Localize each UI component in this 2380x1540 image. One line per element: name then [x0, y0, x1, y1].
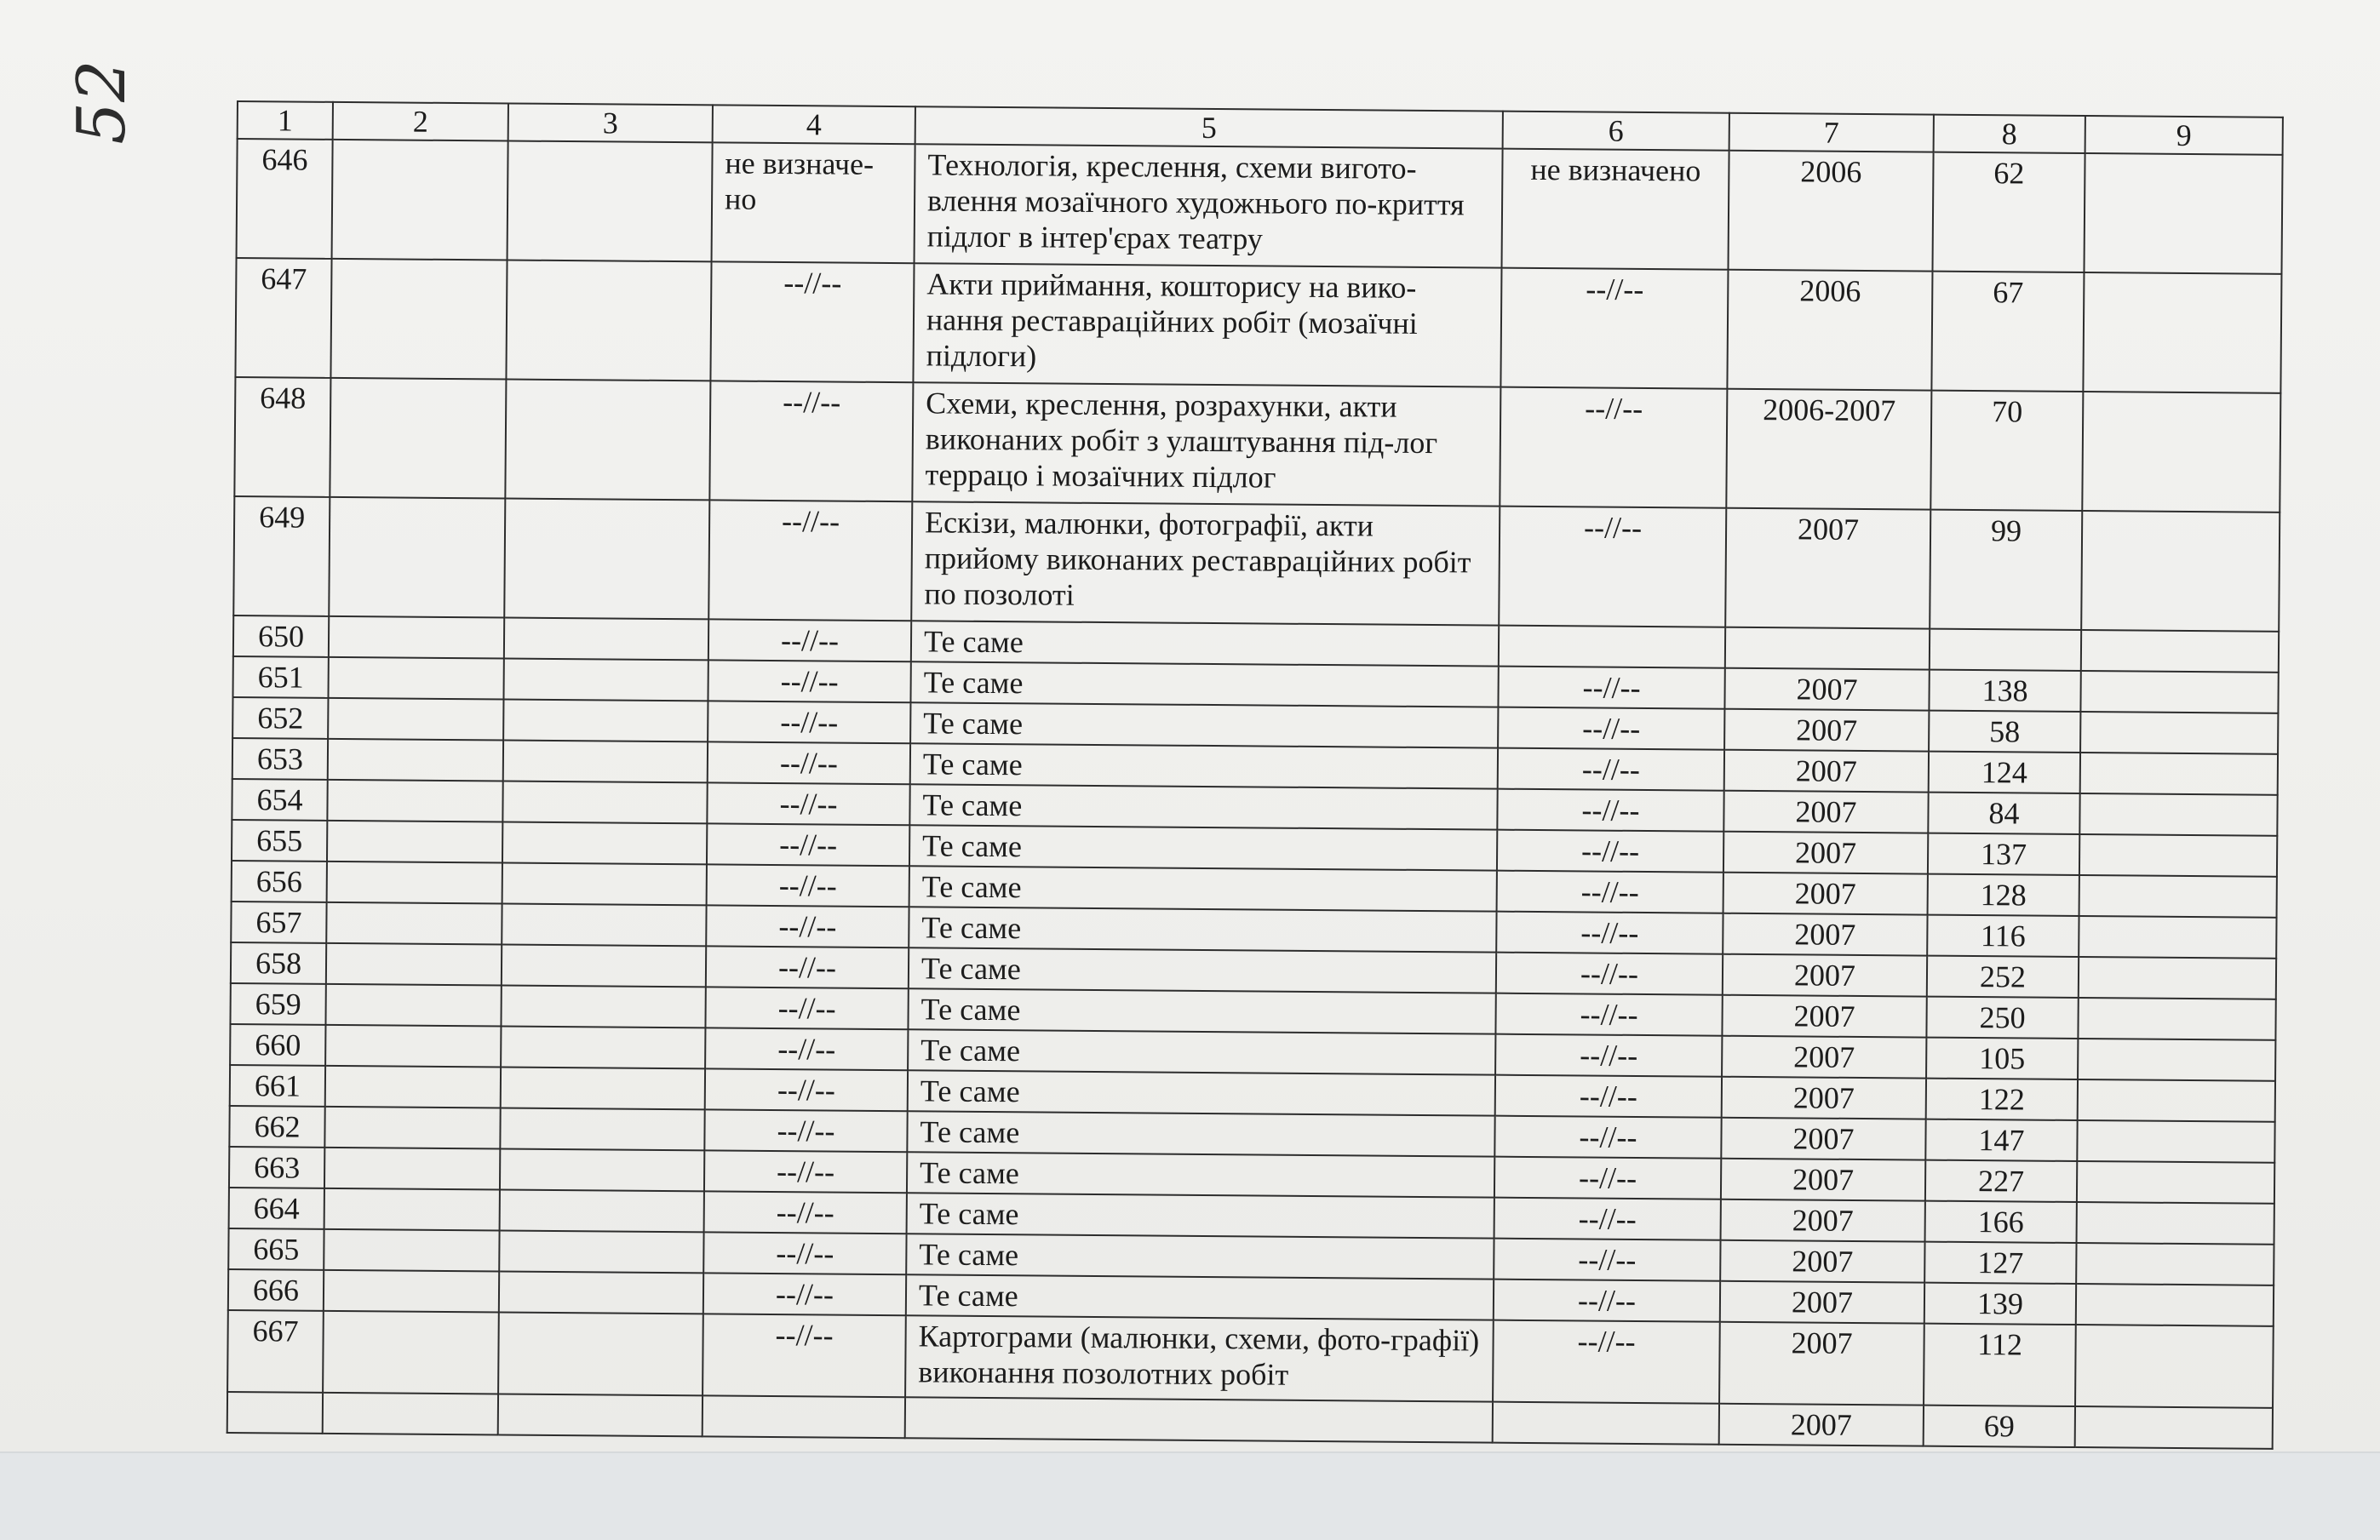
- cell-col-1: 648: [234, 377, 330, 497]
- cell-col-1: 652: [232, 697, 328, 739]
- cell-col-9: [2081, 511, 2280, 632]
- cell-col-8: 166: [1925, 1201, 2077, 1243]
- cell-col-4: [703, 1395, 905, 1438]
- cell-col-2: [332, 140, 508, 260]
- cell-col-7: 2007: [1722, 1077, 1926, 1119]
- cell-col-1: 653: [232, 738, 328, 780]
- cell-col-2: [328, 657, 503, 700]
- cell-col-6: --//--: [1495, 1034, 1722, 1077]
- page-number: 52: [64, 60, 141, 145]
- cell-col-9: [2077, 1120, 2274, 1163]
- cell-col-7: 2006: [1728, 151, 1933, 272]
- cell-col-1: [227, 1392, 323, 1434]
- cell-col-7: 2007: [1723, 832, 1928, 874]
- cell-col-5: Те саме: [909, 825, 1497, 870]
- cell-col-5: Те саме: [909, 947, 1496, 993]
- cell-col-9: [2080, 671, 2278, 713]
- cell-col-8: 69: [1924, 1405, 2075, 1447]
- cell-col-4: --//--: [707, 782, 909, 825]
- cell-col-4: --//--: [707, 823, 909, 866]
- cell-col-2: [328, 739, 503, 781]
- cell-col-1: 656: [232, 861, 327, 902]
- cell-col-9: [2083, 272, 2281, 393]
- header-cell: 4: [713, 105, 915, 144]
- cell-col-9: [2075, 1406, 2273, 1449]
- cell-col-3: [502, 944, 706, 987]
- cell-col-8: 105: [1926, 1038, 2078, 1079]
- cell-col-1: 650: [233, 615, 329, 657]
- cell-col-3: [502, 822, 707, 864]
- cell-col-8: 70: [1930, 391, 2083, 511]
- cell-col-2: [325, 984, 501, 1027]
- cell-col-8: 67: [1931, 272, 2084, 392]
- cell-col-4: --//--: [708, 741, 910, 784]
- cell-col-5: Те саме: [911, 621, 1499, 666]
- cell-col-8: 124: [1929, 752, 2080, 793]
- cell-col-3: [502, 903, 706, 946]
- cell-col-1: 655: [232, 820, 327, 862]
- cell-col-3: [501, 1026, 705, 1068]
- cell-col-2: [327, 780, 502, 822]
- cell-col-4: --//--: [707, 864, 909, 907]
- cell-col-8: 147: [1925, 1119, 2077, 1161]
- cell-col-8: 137: [1928, 833, 2079, 875]
- cell-col-9: [2075, 1325, 2274, 1408]
- cell-col-7: 2007: [1723, 873, 1928, 915]
- cell-col-8: 252: [1927, 956, 2079, 998]
- cell-col-9: [2076, 1284, 2274, 1326]
- header-cell: 5: [915, 106, 1503, 148]
- cell-col-2: [324, 1148, 500, 1190]
- cell-col-6: не визначено: [1502, 149, 1729, 270]
- cell-col-5: Те саме: [910, 702, 1498, 747]
- header-cell: 2: [333, 102, 508, 141]
- cell-col-1: 646: [237, 139, 333, 259]
- cell-col-8: 116: [1927, 915, 2079, 957]
- cell-col-2: [326, 943, 502, 986]
- cell-col-1: 660: [230, 1024, 325, 1066]
- cell-col-8: 139: [1924, 1283, 2076, 1325]
- cell-col-5: Те саме: [909, 784, 1497, 829]
- cell-col-4: --//--: [703, 1232, 906, 1274]
- cell-col-6: --//--: [1497, 871, 1723, 913]
- cell-col-7: 2007: [1723, 791, 1928, 833]
- cell-col-1: 662: [229, 1106, 324, 1148]
- cell-col-2: [325, 1066, 501, 1108]
- cell-col-1: 664: [229, 1188, 324, 1229]
- header-cell: 7: [1729, 113, 1934, 152]
- cell-col-4: --//--: [708, 500, 912, 621]
- cell-col-3: [501, 1067, 705, 1109]
- cell-col-2: [324, 1270, 499, 1313]
- cell-col-8: 128: [1928, 874, 2079, 916]
- inventory-table: [227, 100, 2284, 1450]
- cell-col-3: [504, 498, 709, 619]
- cell-col-2: [328, 698, 503, 741]
- cell-col-2: [330, 259, 507, 380]
- cell-col-3: [500, 1108, 704, 1150]
- cell-col-4: --//--: [705, 1028, 908, 1070]
- cell-col-6: --//--: [1499, 507, 1726, 627]
- cell-col-1: 661: [230, 1065, 325, 1107]
- cell-col-4: --//--: [710, 261, 914, 382]
- cell-col-9: [2084, 153, 2282, 274]
- cell-col-3: [500, 1189, 704, 1232]
- cell-col-1: 665: [228, 1228, 324, 1270]
- cell-col-3: [499, 1230, 703, 1273]
- cell-col-9: [2079, 957, 2276, 999]
- cell-col-9: [2076, 1243, 2274, 1285]
- cell-col-1: 667: [227, 1310, 324, 1393]
- cell-col-7: 2007: [1725, 508, 1930, 629]
- cell-col-8: 138: [1929, 670, 2080, 712]
- cell-col-4: --//--: [705, 1068, 908, 1111]
- cell-col-3: [504, 617, 708, 660]
- table-row: [237, 139, 2283, 274]
- cell-col-4: --//--: [704, 1191, 907, 1234]
- cell-col-5: Схеми, креслення, розрахунки, акти виконаних робіт з улаштування під-лог террацо і мозаїчних підлог: [912, 382, 1500, 506]
- cell-col-7: 2007: [1720, 1240, 1924, 1283]
- header-cell: 9: [2085, 116, 2283, 155]
- cell-col-5: Те саме: [910, 743, 1498, 788]
- cell-col-6: [1499, 626, 1725, 668]
- cell-col-3: [498, 1312, 703, 1395]
- cell-col-3: [500, 1148, 704, 1191]
- cell-col-2: [329, 497, 505, 618]
- cell-col-9: [2078, 998, 2275, 1040]
- cell-col-4: --//--: [708, 701, 910, 743]
- cell-col-8: 250: [1926, 997, 2078, 1039]
- header-cell: 6: [1503, 112, 1729, 151]
- cell-col-1: 647: [235, 258, 331, 378]
- cell-col-7: [1725, 627, 1930, 670]
- cell-col-2: [323, 1311, 499, 1394]
- cell-col-7: 2007: [1719, 1322, 1924, 1405]
- cell-col-7: 2007: [1724, 709, 1929, 752]
- cell-col-5: Те саме: [906, 1274, 1494, 1320]
- cell-col-7: 2006-2007: [1726, 389, 1931, 510]
- cell-col-9: [2078, 1039, 2275, 1081]
- cell-col-7: 2007: [1721, 1118, 1925, 1160]
- cell-col-8: 84: [1928, 793, 2079, 834]
- cell-col-9: [2077, 1202, 2274, 1245]
- cell-col-2: [324, 1229, 499, 1272]
- cell-col-4: --//--: [706, 946, 909, 988]
- cell-col-3: [503, 740, 708, 782]
- cell-col-8: 227: [1925, 1160, 2077, 1202]
- cell-col-5: Те саме: [909, 866, 1497, 911]
- cell-col-5: Те саме: [907, 1193, 1494, 1238]
- cell-col-1: 666: [228, 1269, 324, 1311]
- cell-col-6: --//--: [1500, 268, 1728, 389]
- cell-col-9: [2079, 793, 2277, 836]
- cell-col-9: [2080, 712, 2278, 754]
- table-row: [234, 377, 2280, 512]
- cell-col-8: 58: [1929, 711, 2080, 753]
- cell-col-9: [2081, 630, 2279, 673]
- cell-col-5: Те саме: [907, 1111, 1494, 1156]
- cell-col-8: 62: [1932, 152, 2085, 272]
- cell-col-2: [327, 862, 502, 904]
- cell-col-1: 658: [231, 942, 326, 984]
- cell-col-9: [2080, 753, 2278, 795]
- cell-col-9: [2079, 916, 2276, 959]
- table-row: [233, 496, 2280, 632]
- cell-col-8: 112: [1924, 1324, 2076, 1406]
- cell-col-7: 2007: [1721, 1199, 1925, 1242]
- cell-col-6: --//--: [1493, 1320, 1720, 1404]
- cell-col-9: [2078, 1079, 2275, 1122]
- cell-col-4: --//--: [703, 1273, 906, 1315]
- cell-col-5: Те саме: [908, 1070, 1495, 1115]
- cell-col-4: --//--: [708, 619, 911, 661]
- cell-col-5: Те саме: [906, 1234, 1494, 1279]
- cell-col-3: [503, 699, 708, 741]
- inventory-table-wrapper: [227, 100, 2282, 1450]
- cell-col-7: 2007: [1724, 668, 1929, 711]
- cell-col-1: 663: [229, 1147, 324, 1188]
- cell-col-9: [2082, 392, 2280, 512]
- cell-col-6: --//--: [1500, 387, 1727, 508]
- cell-col-2: [323, 1393, 498, 1435]
- cell-col-4: --//--: [704, 1150, 907, 1193]
- cell-col-2: [330, 378, 506, 499]
- cell-col-6: --//--: [1494, 1116, 1721, 1159]
- cell-col-6: --//--: [1498, 667, 1724, 709]
- cell-col-4: --//--: [703, 1314, 906, 1397]
- cell-col-9: [2077, 1161, 2274, 1204]
- cell-col-2: [325, 1025, 501, 1068]
- cell-col-6: --//--: [1494, 1157, 1721, 1199]
- cell-col-4: --//--: [706, 905, 909, 947]
- cell-col-7: 2007: [1722, 1036, 1926, 1079]
- cell-col-5: Ескізи, малюнки, фотографії, акти прийому виконаних реставраційних робіт по позолоті: [911, 501, 1500, 625]
- cell-col-3: [508, 141, 713, 262]
- cell-col-6: --//--: [1498, 707, 1724, 750]
- cell-col-5: Те саме: [908, 988, 1495, 1033]
- cell-col-6: --//--: [1494, 1239, 1720, 1281]
- header-cell: 8: [1934, 115, 2085, 153]
- table-row: [227, 1310, 2274, 1408]
- cell-col-8: 99: [1930, 510, 2082, 630]
- cell-col-7: 2007: [1721, 1159, 1925, 1201]
- cell-col-5: Технологія, креслення, схеми вигото-влення мозаїчного художнього по-криття підлог в інтер'єрах театру: [915, 144, 1503, 267]
- cell-col-2: [329, 616, 504, 659]
- cell-col-7: 2007: [1724, 750, 1929, 793]
- table-row: [235, 258, 2281, 393]
- cell-col-7: 2007: [1719, 1404, 1924, 1446]
- header-cell: 3: [508, 104, 713, 143]
- page-bottom-edge: [0, 1451, 2380, 1540]
- cell-col-4: --//--: [708, 660, 910, 702]
- cell-col-5: Те саме: [908, 1029, 1495, 1074]
- cell-col-5: Те саме: [909, 907, 1496, 952]
- cell-col-3: [502, 781, 707, 823]
- cell-col-6: --//--: [1495, 993, 1722, 1036]
- cell-col-8: [1930, 629, 2081, 671]
- cell-col-1: 657: [231, 902, 326, 943]
- cell-col-6: [1493, 1402, 1719, 1445]
- cell-col-4: --//--: [709, 381, 913, 501]
- cell-col-6: --//--: [1494, 1280, 1720, 1322]
- cell-col-1: 654: [232, 779, 327, 821]
- cell-col-6: --//--: [1498, 748, 1724, 791]
- cell-col-7: 2007: [1720, 1281, 1924, 1324]
- cell-col-5: [905, 1397, 1493, 1442]
- cell-col-3: [502, 862, 707, 905]
- cell-col-3: [501, 985, 705, 1028]
- cell-col-6: --//--: [1494, 1198, 1721, 1240]
- cell-col-6: --//--: [1497, 830, 1723, 873]
- cell-col-8: 122: [1926, 1079, 2078, 1120]
- cell-col-7: 2006: [1727, 270, 1932, 391]
- cell-col-1: 651: [232, 656, 328, 698]
- cell-col-7: 2007: [1722, 995, 1926, 1038]
- cell-col-6: --//--: [1496, 953, 1723, 995]
- cell-col-7: 2007: [1723, 913, 1927, 956]
- cell-col-5: Акти приймання, кошторису на вико-нання реставраційних робіт (мозаїчні підлоги): [913, 263, 1501, 386]
- cell-col-5: Картограми (малюнки, схеми, фото-графії) виконання позолотних робіт: [905, 1315, 1494, 1401]
- cell-col-6: --//--: [1495, 1075, 1722, 1118]
- cell-col-4: --//--: [705, 987, 908, 1029]
- cell-col-9: [2079, 875, 2277, 918]
- header-cell: 1: [238, 101, 333, 140]
- cell-col-4: не визначе-но: [712, 142, 915, 263]
- cell-col-3: [503, 658, 708, 701]
- cell-col-9: [2079, 834, 2277, 877]
- cell-col-2: [326, 902, 502, 945]
- cell-col-3: [505, 379, 710, 500]
- cell-col-6: --//--: [1497, 789, 1723, 832]
- cell-col-8: 127: [1924, 1242, 2076, 1284]
- cell-col-3: [499, 1271, 703, 1314]
- cell-col-2: [327, 821, 502, 863]
- cell-col-7: 2007: [1723, 954, 1927, 997]
- cell-col-5: Те саме: [907, 1152, 1494, 1197]
- cell-col-1: 649: [233, 496, 330, 616]
- cell-col-5: Те саме: [910, 661, 1498, 707]
- cell-col-2: [324, 1107, 500, 1149]
- cell-col-3: [506, 260, 711, 381]
- cell-col-1: 659: [230, 983, 325, 1025]
- cell-col-2: [324, 1188, 500, 1231]
- cell-col-4: --//--: [704, 1109, 907, 1152]
- cell-col-6: --//--: [1496, 912, 1723, 954]
- cell-col-3: [498, 1394, 703, 1436]
